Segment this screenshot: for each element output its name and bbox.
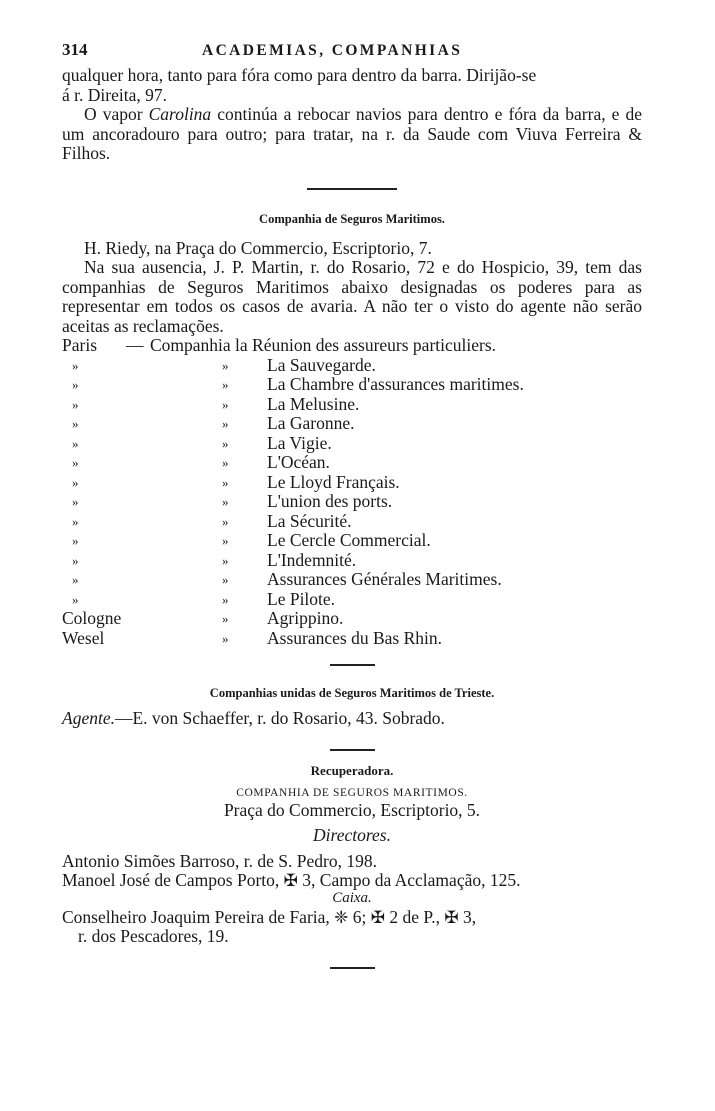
document-page xyxy=(62,40,642,969)
page-number: 314 xyxy=(62,40,88,59)
company-city: Wesel xyxy=(62,627,105,648)
company-row xyxy=(62,570,642,590)
company-city: » xyxy=(72,377,79,392)
company-city: » xyxy=(72,494,79,509)
cashier-address: r. dos Pescadores, 19. xyxy=(78,926,229,946)
cashier-label: Caixa. xyxy=(332,889,372,906)
cashier-line: Conselheiro Joaquim Pereira de Faria, ❈ 6; ✠ 2 de P., ✠ 3, xyxy=(62,906,477,927)
company-city: » xyxy=(72,455,79,470)
company-row xyxy=(62,512,642,532)
company-name: L'union des ports. xyxy=(267,491,393,511)
company-ditto-mark: » xyxy=(222,435,229,451)
intro-line-1: qualquer hora, tanto para fóra como para dentro da barra. Dirijão-se xyxy=(62,65,537,85)
company-name: La Melusine. xyxy=(267,393,360,414)
agent-label: Agente. xyxy=(62,708,115,728)
company-ditto-mark: » xyxy=(222,572,229,587)
company-row xyxy=(62,414,642,434)
company-row xyxy=(62,492,642,512)
section-divider xyxy=(330,749,375,751)
company-address: Praça do Commercio, Escriptorio, 5. xyxy=(223,799,481,820)
company-row xyxy=(62,473,642,493)
page-end-rule xyxy=(330,967,375,969)
company-subtitle: COMPANHIA DE SEGUROS MARITIMOS. xyxy=(236,786,468,799)
company-name: L'Indemnité. xyxy=(267,549,357,570)
company-city: » xyxy=(72,513,79,529)
company-name: Assurances du Bas Rhin. xyxy=(267,627,442,648)
company-ditto-mark: — xyxy=(126,335,144,355)
company-city: » xyxy=(72,474,79,490)
intro-line-2: á r. Direita, 97. xyxy=(62,84,167,105)
company-city: » xyxy=(72,552,79,568)
company-name: Agrippino. xyxy=(267,608,344,628)
company-ditto-mark: » xyxy=(222,611,229,626)
section-divider xyxy=(330,664,375,666)
company-ditto-mark: » xyxy=(222,455,229,470)
company-name: La Garonne. xyxy=(267,413,355,433)
company-ditto-mark: » xyxy=(222,357,229,373)
company-ditto-mark: » xyxy=(222,494,229,509)
company-name: Le Cercle Commercial. xyxy=(267,530,431,550)
agent-line: H. Riedy, na Praça do Commercio, Escriptorio, 7. xyxy=(84,237,432,258)
company-row xyxy=(62,531,642,551)
section-title-trieste: Companhias unidas de Seguros Maritimos de Trieste. xyxy=(209,686,495,700)
company-row xyxy=(62,609,642,629)
company-row xyxy=(62,453,642,473)
company-row xyxy=(62,356,642,376)
company-ditto-mark: » xyxy=(222,630,229,646)
company-city: » xyxy=(72,357,79,373)
company-name: Companhia la Réunion des assureurs particuliers. xyxy=(150,335,497,355)
agent-text: —E. von Schaeffer, r. do Rosario, 43. Sobrado. xyxy=(114,708,445,728)
company-ditto-mark: » xyxy=(222,377,229,392)
company-ditto-mark: » xyxy=(222,396,229,412)
vessel-name: Carolina xyxy=(148,104,212,124)
section-title-seguros: Companhia de Seguros Maritimos. xyxy=(259,211,445,226)
running-title: ACADEMIAS, COMPANHIAS xyxy=(202,42,463,59)
company-ditto-mark: » xyxy=(222,552,229,568)
company-row xyxy=(62,395,642,415)
company-name: L'Océan. xyxy=(267,452,330,472)
company-city: » xyxy=(72,533,79,548)
company-name: La Sauvegarde. xyxy=(267,354,376,375)
running-header xyxy=(62,40,642,66)
company-ditto-mark: » xyxy=(222,513,229,529)
order-cross-icon: ✠ xyxy=(444,907,459,927)
company-name: La Vigie. xyxy=(267,432,332,453)
director-2: Manoel José de Campos Porto, ✠ 3, Campo da Acclamação, 125. xyxy=(62,870,521,890)
intro-paragraph: O vapor Carolina continúa a rebocar navios para dentro e fóra da barra, e de um ancoradouro para outro; para tratar, na r. da Saude com Viuva Ferreira & Filhos. xyxy=(62,104,643,163)
company-city: » xyxy=(72,572,79,587)
order-star-icon: ❈ xyxy=(334,907,349,927)
company-row xyxy=(62,375,642,395)
absence-paragraph: Na sua ausencia, J. P. Martin, r. do Rosario, 72 e do Hospicio, 39, tem das companhias de Seguros Maritimos abaixo designadas os poderes para as representar em todos os casos de avaria. A não ter o visto do agente não serão aceitas as reclamações. xyxy=(62,257,642,336)
company-name: Le Pilote. xyxy=(267,588,336,609)
company-name: La Sécurité. xyxy=(267,510,352,531)
directors-label: Directores. xyxy=(313,825,391,845)
company-name: La Chambre d'assurances maritimes. xyxy=(267,374,524,394)
company-list xyxy=(62,336,642,648)
company-row xyxy=(62,336,642,356)
order-cross-icon: ✠ xyxy=(283,871,298,890)
company-city: Cologne xyxy=(62,608,122,628)
company-city: » xyxy=(72,435,79,451)
company-row xyxy=(62,629,642,649)
company-city: » xyxy=(72,416,79,431)
company-row xyxy=(62,551,642,571)
company-ditto-mark: » xyxy=(222,416,229,431)
company-city: » xyxy=(72,591,79,607)
section-title-recuperadora: Recuperadora. xyxy=(310,762,394,778)
company-city: Paris xyxy=(62,335,97,355)
company-ditto-mark: » xyxy=(222,474,229,490)
director-1: Antonio Simões Barroso, r. de S. Pedro, 198. xyxy=(62,850,377,871)
section-divider xyxy=(307,188,397,190)
trieste-agent xyxy=(62,709,642,729)
company-row xyxy=(62,590,642,610)
company-name: Assurances Générales Maritimes. xyxy=(267,569,502,589)
company-row xyxy=(62,434,642,454)
company-ditto-mark: » xyxy=(222,591,229,607)
order-cross-icon: ✠ xyxy=(370,907,386,927)
company-city: » xyxy=(72,396,79,412)
company-ditto-mark: » xyxy=(222,533,229,548)
company-name: Le Lloyd Français. xyxy=(267,471,400,492)
